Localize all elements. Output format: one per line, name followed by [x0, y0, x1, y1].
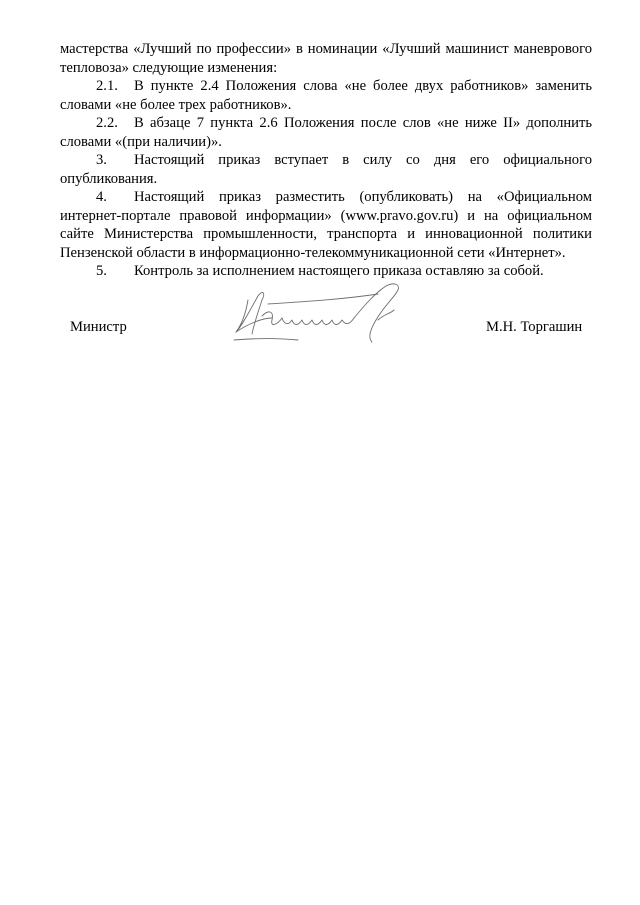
document-body	[60, 40, 592, 281]
list-item-5	[60, 262, 592, 281]
item-text: В пункте 2.4 Положения слова «не более двух работников» заменить словами «не более трех работников».	[60, 78, 592, 113]
intro-paragraph: мастерства «Лучший по профессии» в номинации «Лучший машинист маневрового тепловоза» следующие изменения:	[60, 41, 592, 76]
item-text: В абзаце 7 пункта 2.6 Положения после слов «не ниже II» дополнить словами «(при наличии)».	[60, 115, 592, 150]
signatory-name: М.Н. Торгашин	[486, 319, 583, 335]
item-text: Настоящий приказ вступает в силу со дня его официального опубликования.	[60, 152, 592, 187]
list-item-4	[60, 188, 592, 262]
item-text: Контроль за исполнением настоящего приказа оставляю за собой.	[134, 263, 544, 279]
signatory-role: Министр	[70, 319, 127, 335]
signature-block	[0, 280, 640, 350]
item-number: 2.1.	[96, 78, 118, 94]
handwritten-signature	[228, 280, 428, 350]
item-number: 4.	[96, 189, 107, 205]
item-number: 3.	[96, 152, 107, 168]
item-number: 5.	[96, 263, 107, 279]
item-number: 2.2.	[96, 115, 118, 131]
item-text: Настоящий приказ разместить (опубликовать) на «Официальном интернет-портале правовой информации» (www.pravo.gov.ru) и на официальном сайте Министерства промышленности, транспорта и инновационной политики Пензенской области в информационно-телекоммуникационной сети «Интернет».	[60, 189, 592, 261]
list-item-2-2	[60, 114, 592, 151]
list-item-3	[60, 151, 592, 188]
list-item-2-1	[60, 77, 592, 114]
